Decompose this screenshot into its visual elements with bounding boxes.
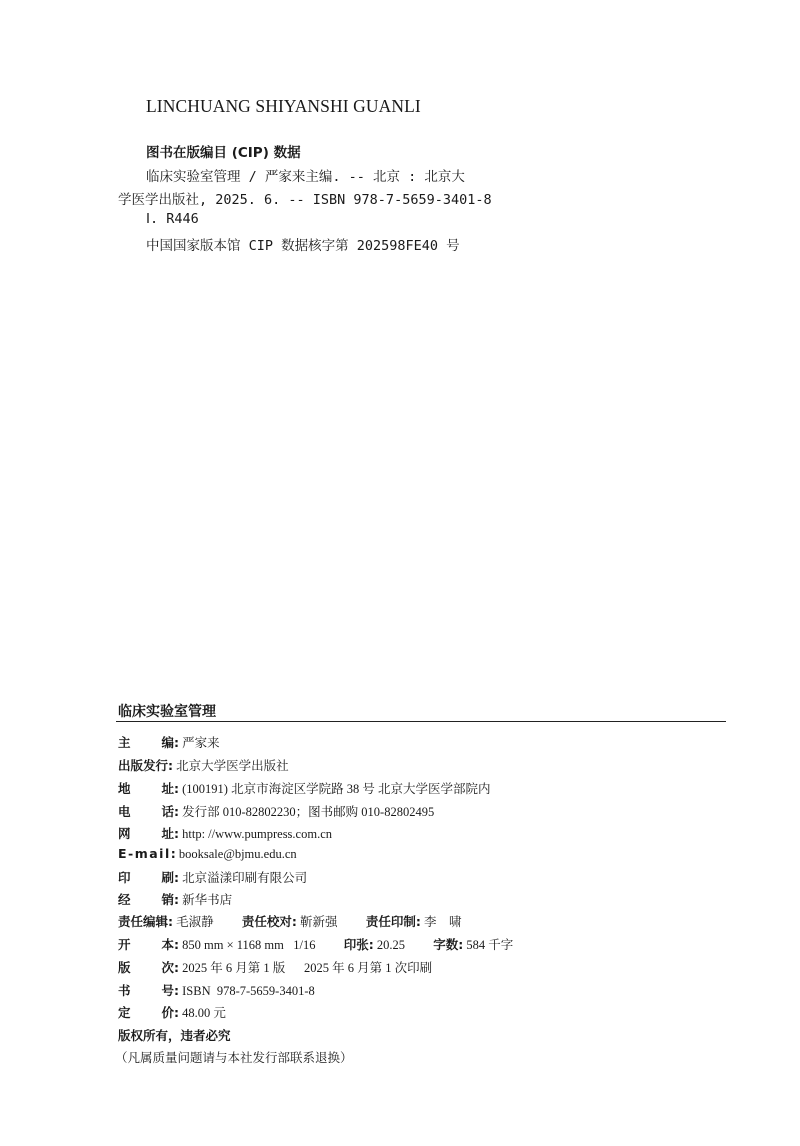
resp-editor-value: 毛淑静 xyxy=(176,915,214,929)
cip-line: 学医学出版社, 2025. 6. -- ISBN 978-7-5659-3401-8 xyxy=(118,192,492,208)
book-title: 临床实验室管理 xyxy=(118,704,216,720)
words-label: 字数 xyxy=(433,937,459,952)
price-value: 48.00 元 xyxy=(182,1006,226,1020)
price-label: 定 价 xyxy=(118,1005,174,1020)
title-divider xyxy=(116,721,726,722)
editor-label: 主 编 xyxy=(118,735,174,750)
phone-value: 发行部 010-82802230；图书邮购 010-82802495 xyxy=(182,805,435,819)
email-value: booksale@bjmu.edu.cn xyxy=(178,847,297,861)
editor-value: 严家来 xyxy=(182,736,220,750)
colophon-row-printer: 印 刷 : 北京溢漾印刷有限公司 xyxy=(118,870,308,885)
isbn-label: 书 号 xyxy=(118,983,174,998)
colophon-row-publisher: 出版发行: 北京大学医学出版社 xyxy=(118,758,289,773)
print-manager-label: 责任印制 xyxy=(365,914,416,929)
email-label: E-mail xyxy=(118,846,171,861)
edition-label: 版 次 xyxy=(118,960,174,975)
colophon-row-editor: 主 编 : 严家来 xyxy=(118,735,220,750)
pinyin-title: LINCHUANG SHIYANSHI GUANLI xyxy=(146,96,421,116)
format-value: 850 mm × 1168 mm 1/16 xyxy=(182,938,316,952)
colophon-row-email: E-mail: booksale@bjmu.edu.cn xyxy=(118,846,297,861)
phone-label: 电 话 xyxy=(118,804,174,819)
return-notice: （凡属质量问题请与本社发行部联系退换） xyxy=(115,1051,353,1065)
cip-line: Ⅰ. R446 xyxy=(146,211,199,227)
colophon-row-isbn: 书 号 : ISBN 978-7-5659-3401-8 xyxy=(118,983,315,998)
address-value: (100191) 北京市海淀区学院路 38 号 北京大学医学部院内 xyxy=(182,782,491,796)
resp-editor-label: 责任编辑 xyxy=(118,914,169,929)
web-value: http: //www.pumpress.com.cn xyxy=(182,827,332,841)
colophon-row-distributor: 经 销 : 新华书店 xyxy=(118,892,233,907)
edition-value: 2025 年 6 月第 1 版 2025 年 6 月第 1 次印刷 xyxy=(182,961,433,975)
colophon-row-phone: 电 话 : 发行部 010-82802230；图书邮购 010-82802495 xyxy=(118,804,435,819)
format-label: 开 本 xyxy=(118,937,174,952)
rights-statement: 版权所有，违者必究 xyxy=(118,1028,231,1043)
words-value: 584 千字 xyxy=(466,938,514,952)
sheets-value: 20.25 xyxy=(376,938,405,952)
publisher-value: 北京大学医学出版社 xyxy=(176,759,289,773)
cip-line: 临床实验室管理 / 严家来主编. -- 北京 : 北京大 xyxy=(146,169,465,185)
print-manager-value: 李 啸 xyxy=(423,915,462,929)
web-label: 网 址 xyxy=(118,826,174,841)
colophon-row-edition: 版 次 : 2025 年 6 月第 1 版 2025 年 6 月第 1 次印刷 xyxy=(118,960,433,975)
printer-value: 北京溢漾印刷有限公司 xyxy=(182,871,308,885)
cip-heading: 图书在版编目 (CIP) 数据 xyxy=(146,145,301,161)
publisher-label: 出版发行 xyxy=(118,758,169,773)
proofreader-label: 责任校对 xyxy=(241,914,292,929)
isbn-value: ISBN 978-7-5659-3401-8 xyxy=(182,984,315,998)
colophon-row-responsibility: 责任编辑: 毛淑静 责任校对: 靳新强 责任印制: 李 啸 xyxy=(118,914,462,929)
sheets-label: 印张 xyxy=(343,937,369,952)
colophon-row-price: 定 价 : 48.00 元 xyxy=(118,1005,226,1020)
cip-line: 中国国家版本馆 CIP 数据核字第 202598FE40 号 xyxy=(146,238,460,254)
proofreader-value: 靳新强 xyxy=(300,915,338,929)
address-label: 地 址 xyxy=(118,781,174,796)
colophon-row-format: 开 本 : 850 mm × 1168 mm 1/16 印张: 20.25 字数: 584 千字 xyxy=(118,937,514,952)
printer-label: 印 刷 xyxy=(118,870,174,885)
colophon-row-address: 地 址 : (100191) 北京市海淀区学院路 38 号 北京大学医学部院内 xyxy=(118,781,491,796)
distributor-value: 新华书店 xyxy=(182,893,233,907)
distributor-label: 经 销 xyxy=(118,892,174,907)
colophon-row-web: 网 址 : http: //www.pumpress.com.cn xyxy=(118,826,332,841)
